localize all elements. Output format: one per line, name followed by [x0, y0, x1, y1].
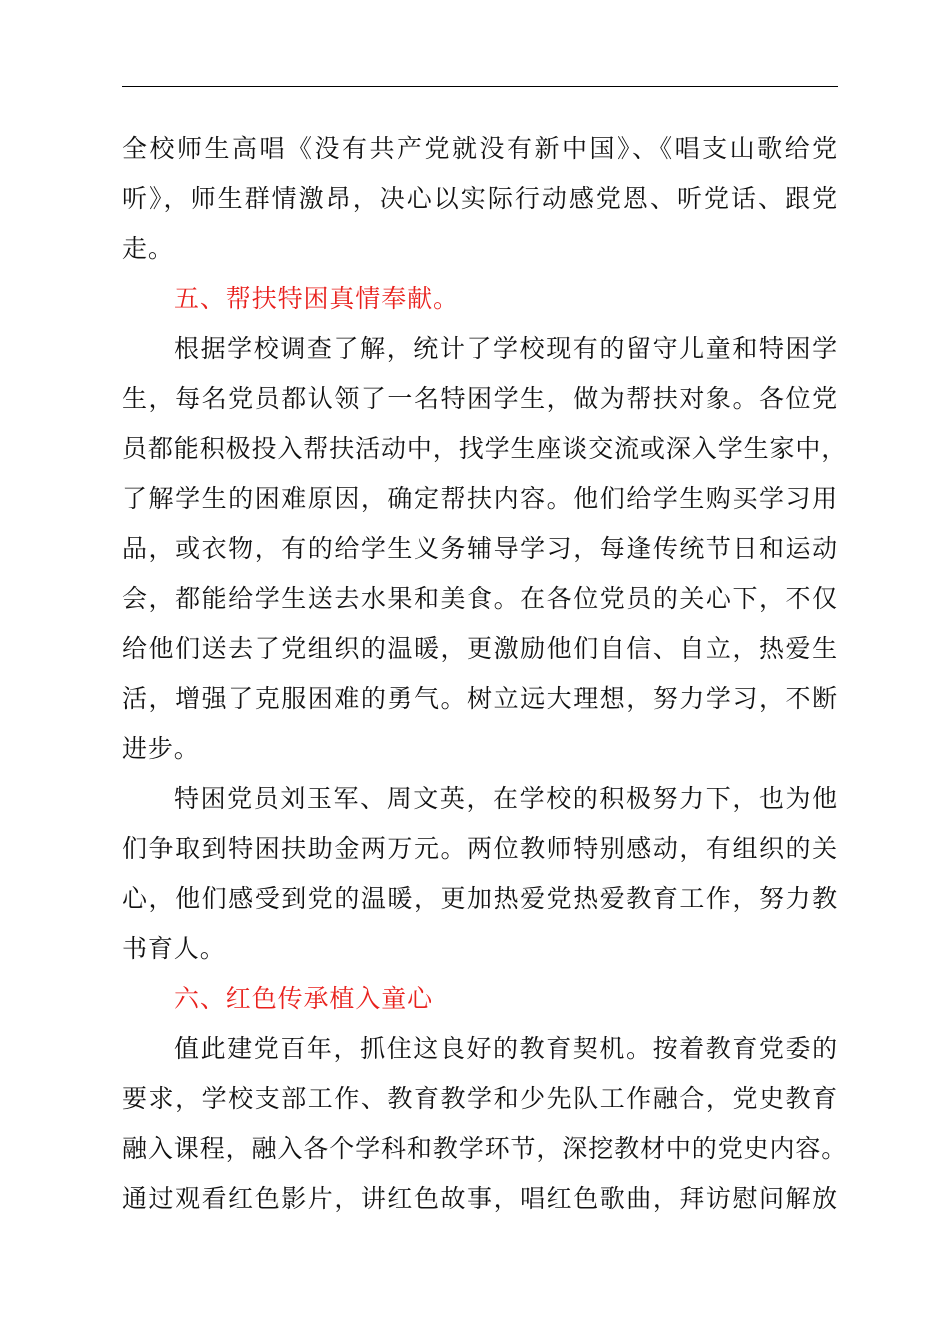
section-heading-5: 五、帮扶特困真情奉献。: [174, 284, 459, 313]
paragraph-line: 们争取到特困扶助金两万元。两位教师特别感动，有组织的关: [122, 834, 838, 863]
paragraph-line: 心，他们感受到党的温暖，更加热爱党热爱教育工作，努力教: [122, 884, 838, 913]
paragraph-line: 要求，学校支部工作、教育教学和少先队工作融合，党史教育: [122, 1084, 838, 1113]
paragraph-line: 活，增强了克服困难的勇气。树立远大理想，努力学习，不断: [122, 684, 838, 713]
paragraph-line: 员都能积极投入帮扶活动中，找学生座谈交流或深入学生家中，: [122, 434, 848, 463]
paragraph-line: 给他们送去了党组织的温暖，更激励他们自信、自立，热爱生: [122, 634, 838, 663]
paragraph-line: 通过观看红色影片，讲红色故事，唱红色歌曲，拜访慰问解放: [122, 1184, 838, 1213]
paragraph-line: 品，或衣物，有的给学生义务辅导学习，每逢传统节日和运动: [122, 534, 838, 563]
paragraph-line: 听》，师生群情激昂，决心以实际行动感党恩、听党话、跟党: [122, 184, 838, 213]
paragraph-line: 值此建党百年，抓住这良好的教育契机。按着教育党委的: [174, 1034, 838, 1063]
paragraph-line: 走。: [122, 234, 174, 263]
section-heading-6: 六、红色传承植入童心: [174, 984, 434, 1013]
paragraph-line: 全校师生高唱《没有共产党就没有新中国》、《唱支山歌给党: [122, 134, 838, 163]
paragraph-line: 书育人。: [122, 934, 226, 963]
paragraph-line: 特困党员刘玉军、周文英，在学校的积极努力下，也为他: [174, 784, 838, 813]
paragraph-line: 融入课程，融入各个学科和教学环节，深挖教材中的党史内容。: [122, 1134, 848, 1163]
paragraph-line: 会，都能给学生送去水果和美食。在各位党员的关心下，不仅: [122, 584, 838, 613]
paragraph-line: 生，每名党员都认领了一名特困学生，做为帮扶对象。各位党: [122, 384, 838, 413]
paragraph-line: 根据学校调查了解，统计了学校现有的留守儿童和特困学: [174, 334, 838, 363]
header-rule: [122, 86, 838, 87]
paragraph-line: 了解学生的困难原因，确定帮扶内容。他们给学生购买学习用: [122, 484, 838, 513]
paragraph-line: 进步。: [122, 734, 200, 763]
